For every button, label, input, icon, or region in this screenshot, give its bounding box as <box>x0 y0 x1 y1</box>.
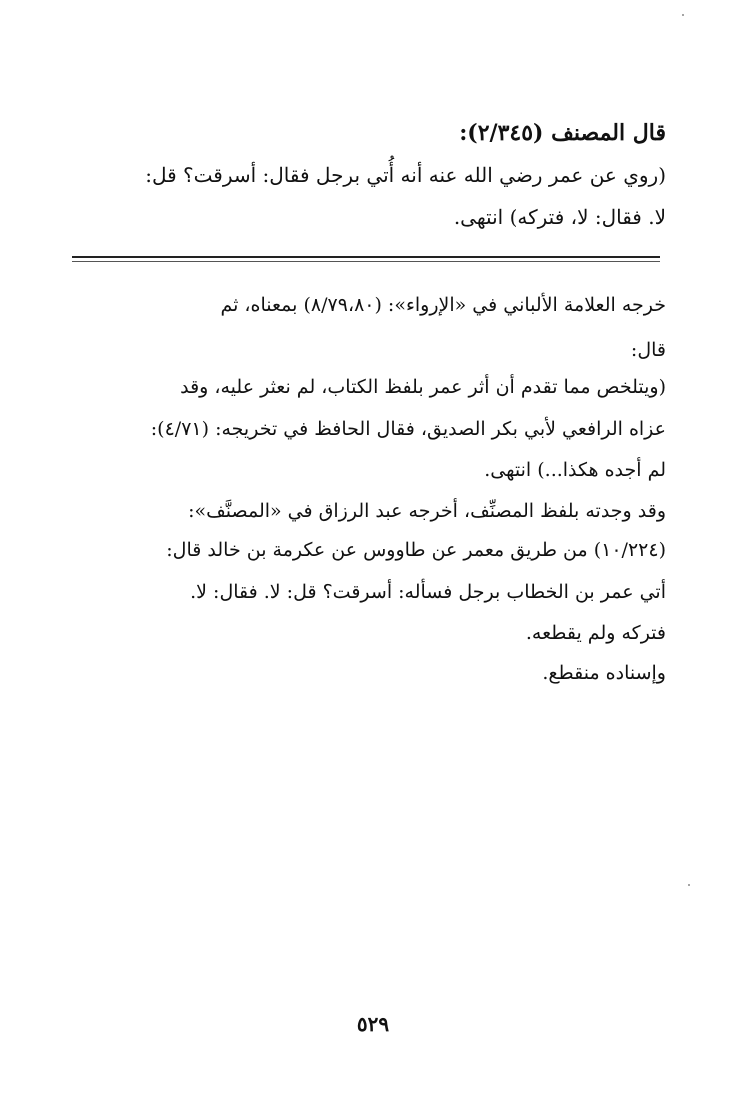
page-number: ٥٢٩ <box>356 1012 390 1036</box>
commentary-line: لم أجده هكذا...) انتهى. <box>484 459 666 481</box>
commentary-line: خرجه العلامة الألباني في «الإرواء»: (٨/٧٩،٨٠) بمعناه، ثم <box>220 294 666 316</box>
commentary-line: عزاه الرافعي لأبي بكر الصديق، فقال الحافظ في تخريجه: (٤/٧١): <box>150 418 666 440</box>
section-heading: قال المصنف (٢/٣٤٥): <box>459 120 666 146</box>
quote-line: لا. فقال: لا، فتركه) انتهى. <box>453 205 666 229</box>
commentary-line: قال: <box>630 339 666 361</box>
commentary-line: (ويتلخص مما تقدم أن أثر عمر بلفظ الكتاب، لم نعثر عليه، وقد <box>180 376 666 398</box>
separator-rule-thin <box>72 261 660 262</box>
commentary-line: وقد وجدته بلفظ المصنِّف، أخرجه عبد الرزاق في «المصنَّف»: <box>188 500 666 522</box>
separator-rule <box>72 256 660 258</box>
commentary-line: وإسناده منقطع. <box>542 662 666 684</box>
commentary-line: أتي عمر بن الخطاب برجل فسأله: أسرقت؟ قل: لا. فقال: لا. <box>190 581 666 603</box>
commentary-line: فتركه ولم يقطعه. <box>525 622 666 644</box>
scan-speck <box>682 14 684 16</box>
scan-speck <box>688 884 690 886</box>
quote-line: (روي عن عمر رضي الله عنه أنه أُتي برجل فقال: أسرقت؟ قل: <box>145 163 666 187</box>
commentary-line: (١٠/٢٢٤) من طريق معمر عن طاووس عن عكرمة بن خالد قال: <box>166 539 666 561</box>
